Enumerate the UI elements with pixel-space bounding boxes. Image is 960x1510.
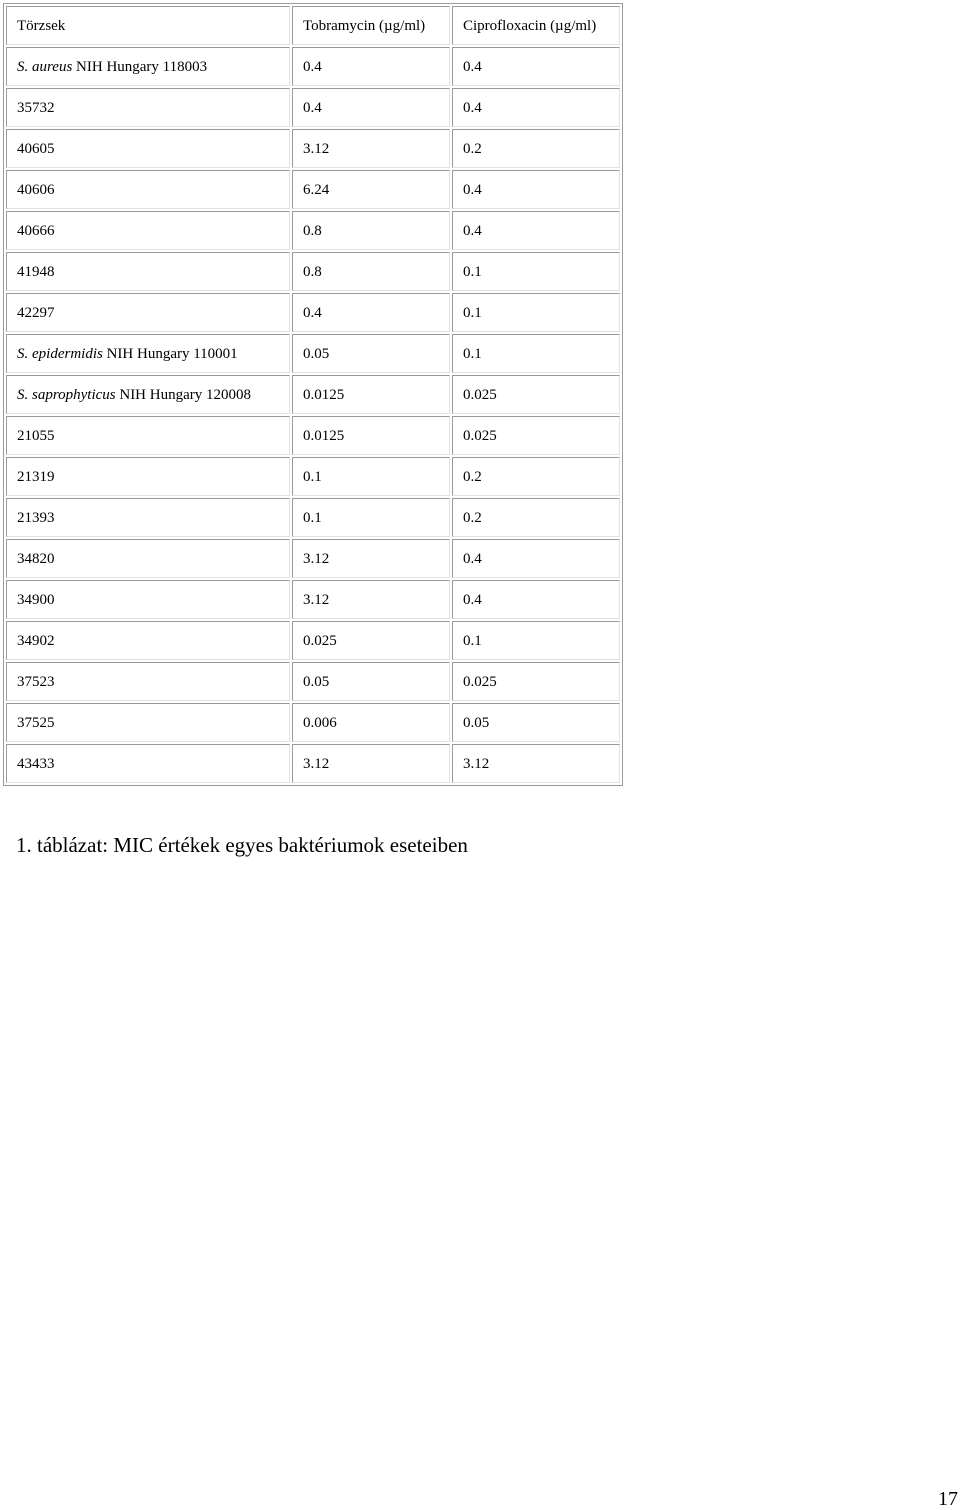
strain-cell xyxy=(6,457,290,496)
page-number: 17 xyxy=(938,1488,958,1510)
tobramycin-mic-cell: 0.4 xyxy=(292,293,450,332)
table-row xyxy=(6,252,620,291)
strain-id: 42297 xyxy=(17,304,55,321)
header-strain: Törzsek xyxy=(6,6,290,45)
tobramycin-mic-cell: 3.12 xyxy=(292,129,450,168)
table-row xyxy=(6,170,620,209)
table-row xyxy=(6,211,620,250)
strain-id: 37525 xyxy=(17,714,55,731)
table-row xyxy=(6,580,620,619)
table-row xyxy=(6,47,620,86)
tobramycin-mic-cell: 0.4 xyxy=(292,47,450,86)
ciprofloxacin-mic-cell: 0.4 xyxy=(452,580,620,619)
header-ciprofloxacin: Ciprofloxacin (µg/ml) xyxy=(452,6,620,45)
strain-id: 35732 xyxy=(17,99,55,116)
tobramycin-mic-cell: 0.1 xyxy=(292,457,450,496)
table-row xyxy=(6,744,620,783)
tobramycin-mic-cell: 0.4 xyxy=(292,88,450,127)
table-body xyxy=(6,6,620,783)
ciprofloxacin-mic-cell: 0.4 xyxy=(452,88,620,127)
species-name: S. aureus xyxy=(17,58,73,75)
tobramycin-mic-cell: 0.006 xyxy=(292,703,450,742)
strain-id: NIH Hungary 118003 xyxy=(72,58,208,75)
tobramycin-mic-cell: 3.12 xyxy=(292,580,450,619)
strain-cell xyxy=(6,744,290,783)
header-row xyxy=(6,6,620,45)
tobramycin-mic-cell: 0.0125 xyxy=(292,375,450,414)
tobramycin-mic-cell: 0.0125 xyxy=(292,416,450,455)
strain-id: 37523 xyxy=(17,673,55,690)
ciprofloxacin-mic-cell: 0.4 xyxy=(452,47,620,86)
strain-id: NIH Hungary 120008 xyxy=(115,386,252,403)
ciprofloxacin-mic-cell: 0.1 xyxy=(452,334,620,373)
table-row xyxy=(6,621,620,660)
strain-cell xyxy=(6,170,290,209)
strain-cell xyxy=(6,416,290,455)
strain-cell xyxy=(6,293,290,332)
ciprofloxacin-mic-cell: 0.1 xyxy=(452,293,620,332)
strain-cell xyxy=(6,252,290,291)
strain-cell xyxy=(6,211,290,250)
tobramycin-mic-cell: 0.1 xyxy=(292,498,450,537)
strain-id: NIH Hungary 110001 xyxy=(102,345,238,362)
ciprofloxacin-mic-cell: 0.025 xyxy=(452,662,620,701)
table-row xyxy=(6,375,620,414)
header-tobramycin: Tobramycin (µg/ml) xyxy=(292,6,450,45)
tobramycin-mic-cell: 0.025 xyxy=(292,621,450,660)
strain-cell xyxy=(6,662,290,701)
strain-id: 21055 xyxy=(17,427,55,444)
table-row xyxy=(6,703,620,742)
strain-cell xyxy=(6,334,290,373)
ciprofloxacin-mic-cell: 0.4 xyxy=(452,539,620,578)
strain-id: 34820 xyxy=(17,550,55,567)
table-caption: 1. táblázat: MIC értékek egyes baktériumok eseteiben xyxy=(16,833,468,857)
tobramycin-mic-cell: 6.24 xyxy=(292,170,450,209)
table-row xyxy=(6,662,620,701)
strain-id: 41948 xyxy=(17,263,55,280)
strain-id: 21319 xyxy=(17,468,55,485)
strain-id: 40666 xyxy=(17,222,55,239)
tobramycin-mic-cell: 0.05 xyxy=(292,662,450,701)
ciprofloxacin-mic-cell: 0.05 xyxy=(452,703,620,742)
ciprofloxacin-mic-cell: 0.1 xyxy=(452,621,620,660)
tobramycin-mic-cell: 0.05 xyxy=(292,334,450,373)
table-row xyxy=(6,416,620,455)
species-name: S. saprophyticus xyxy=(17,386,116,403)
strain-cell xyxy=(6,375,290,414)
table-row xyxy=(6,88,620,127)
ciprofloxacin-mic-cell: 0.2 xyxy=(452,498,620,537)
tobramycin-mic-cell: 3.12 xyxy=(292,539,450,578)
table-row xyxy=(6,334,620,373)
strain-cell xyxy=(6,703,290,742)
mic-table xyxy=(3,3,623,786)
species-name: S. epidermidis xyxy=(17,345,103,362)
strain-cell xyxy=(6,129,290,168)
strain-id: 21393 xyxy=(17,509,55,526)
ciprofloxacin-mic-cell: 0.2 xyxy=(452,457,620,496)
strain-id: 40605 xyxy=(17,140,55,157)
ciprofloxacin-mic-cell: 0.1 xyxy=(452,252,620,291)
table-row xyxy=(6,539,620,578)
tobramycin-mic-cell: 0.8 xyxy=(292,252,450,291)
strain-cell xyxy=(6,88,290,127)
ciprofloxacin-mic-cell: 0.4 xyxy=(452,170,620,209)
strain-id: 43433 xyxy=(17,755,55,772)
ciprofloxacin-mic-cell: 0.4 xyxy=(452,211,620,250)
tobramycin-mic-cell: 3.12 xyxy=(292,744,450,783)
strain-cell xyxy=(6,621,290,660)
ciprofloxacin-mic-cell: 0.025 xyxy=(452,416,620,455)
ciprofloxacin-mic-cell: 3.12 xyxy=(452,744,620,783)
strain-id: 40606 xyxy=(17,181,55,198)
table-row xyxy=(6,498,620,537)
strain-cell xyxy=(6,47,290,86)
table-row xyxy=(6,457,620,496)
tobramycin-mic-cell: 0.8 xyxy=(292,211,450,250)
ciprofloxacin-mic-cell: 0.025 xyxy=(452,375,620,414)
strain-id: 34902 xyxy=(17,632,55,649)
strain-cell xyxy=(6,580,290,619)
ciprofloxacin-mic-cell: 0.2 xyxy=(452,129,620,168)
strain-cell xyxy=(6,498,290,537)
table-row xyxy=(6,293,620,332)
table-row xyxy=(6,129,620,168)
strain-cell xyxy=(6,539,290,578)
strain-id: 34900 xyxy=(17,591,55,608)
